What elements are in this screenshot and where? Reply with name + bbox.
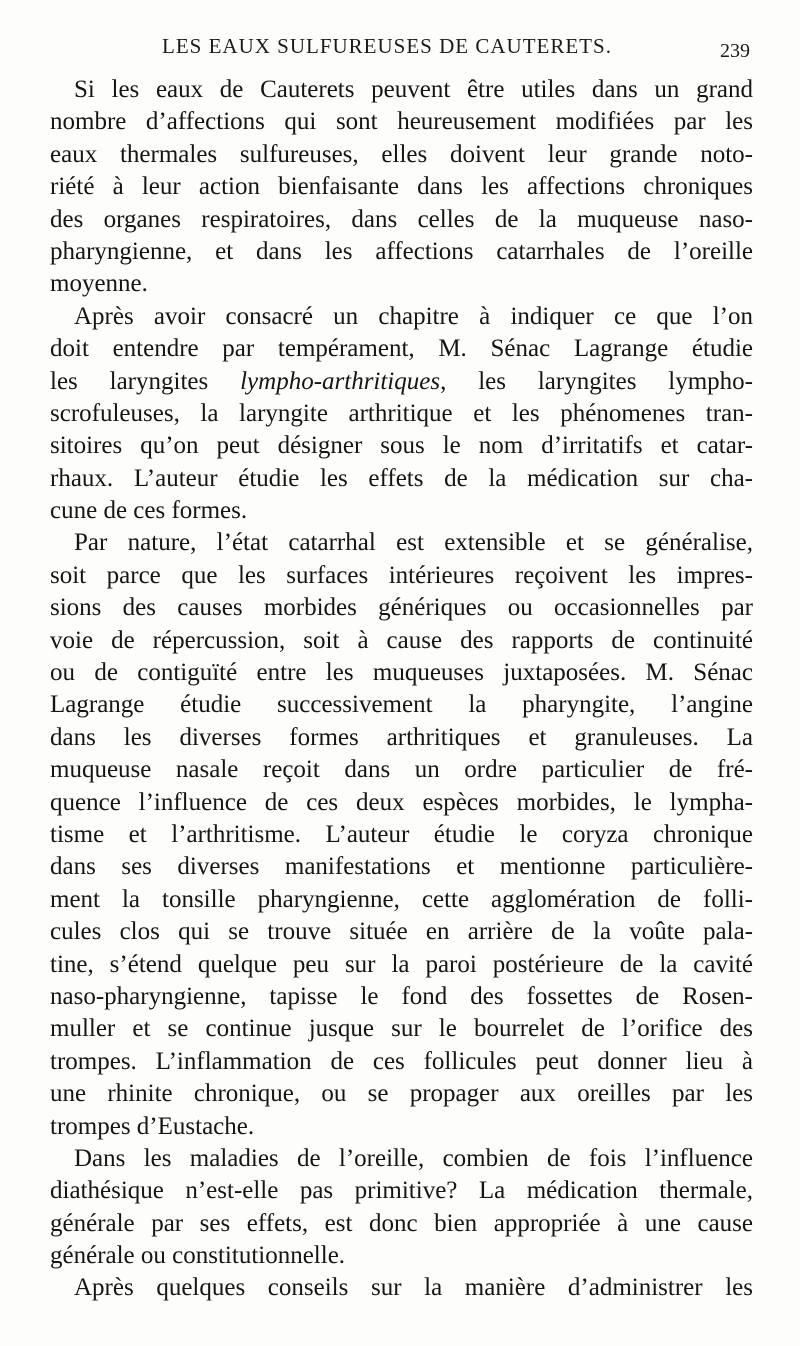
text-line: moyenne. bbox=[50, 270, 148, 298]
text-line: tine, s’étend quelque peu sur la paroi postérieure de la cavité bbox=[50, 950, 753, 978]
text-line: muller et se continue jusque sur le bourrelet de l’orifice des bbox=[50, 1015, 753, 1043]
text-line: riété à leur action bienfaisante dans les affections chroniques bbox=[50, 173, 753, 201]
text-line: scrofuleuses, la laryngite arthritique et les phénomenes tran- bbox=[50, 399, 753, 427]
text-line: Après quelques conseils sur la manière d’administrer les bbox=[74, 1274, 753, 1302]
text-line: trompes d’Eustache. bbox=[50, 1112, 255, 1140]
text-line: doit entendre par tempérament, M. Sénac Lagrange étudie bbox=[50, 335, 753, 363]
text-line: générale par ses effets, est donc bien appropriée à une cause bbox=[50, 1209, 753, 1237]
text-line: naso-pharyngienne, tapisse le fond des fossettes de Rosen- bbox=[50, 982, 753, 1010]
text-line: nombre d’affections qui sont heureusement modifiées par les bbox=[50, 108, 753, 136]
text-line: ment la tonsille pharyngienne, cette agglomération de folli- bbox=[50, 885, 753, 913]
text-line: cules clos qui se trouve située en arrière de la voûte pala- bbox=[50, 918, 753, 946]
text-line: sitoires qu’on peut désigner sous le nom d’irritatifs et catar- bbox=[50, 432, 753, 460]
text-line: soit parce que les surfaces intérieures reçoivent les impres- bbox=[50, 561, 753, 589]
text-line: des organes respiratoires, dans celles de la muqueuse naso- bbox=[50, 205, 753, 233]
text-line: sions des causes morbides génériques ou occasionnelles par bbox=[50, 594, 753, 622]
text-line: tisme et l’arthritisme. L’auteur étudie le coryza chronique bbox=[50, 820, 753, 848]
body-text bbox=[50, 74, 753, 1305]
text-line: eaux thermales sulfureuses, elles doivent leur grande noto- bbox=[50, 140, 753, 168]
text-line: cune de ces formes. bbox=[50, 497, 248, 525]
text-line: pharyngienne, et dans les affections catarrhales de l’oreille bbox=[50, 237, 753, 265]
text-line: les laryngites lympho-arthritiques, les laryngites lympho- bbox=[50, 367, 754, 395]
text-line: Après avoir consacré un chapitre à indiquer ce que l’on bbox=[74, 302, 753, 330]
text-line: Lagrange étudie successivement la pharyngite, l’angine bbox=[50, 691, 753, 719]
text-line: diathésique n’est-elle pas primitive? La médication thermale, bbox=[50, 1177, 753, 1205]
emphasized-term: lympho-arthritiques bbox=[240, 367, 441, 395]
page-header bbox=[0, 34, 800, 64]
text-line: muqueuse nasale reçoit dans un ordre particulier de fré- bbox=[50, 756, 753, 784]
text-line: rhaux. L’auteur étudie les effets de la médication sur cha- bbox=[50, 464, 753, 492]
text-line: Dans les maladies de l’oreille, combien de fois l’influence bbox=[74, 1144, 753, 1172]
text-line: ou de contiguïté entre les muqueuses juxtaposées. M. Sénac bbox=[50, 659, 753, 687]
text-line: une rhinite chronique, ou se propager aux oreilles par les bbox=[50, 1080, 753, 1108]
running-title: LES EAUX SULFUREUSES DE CAUTERETS. bbox=[162, 34, 612, 58]
text-line: Par nature, l’état catarrhal est extensible et se généralise, bbox=[74, 529, 753, 557]
text-line: trompes. L’inflammation de ces follicules peut donner lieu à bbox=[50, 1047, 753, 1075]
text-line: Si les eaux de Cauterets peuvent être utiles dans un grand bbox=[74, 76, 753, 103]
text-line: générale ou constitutionnelle. bbox=[50, 1242, 346, 1270]
page-number: 239 bbox=[720, 40, 750, 62]
text-line: quence l’influence de ces deux espèces morbides, le lympha- bbox=[50, 788, 753, 816]
text-line: dans les diverses formes arthritiques et granuleuses. La bbox=[50, 723, 753, 751]
text-line: dans ses diverses manifestations et mentionne particulière- bbox=[50, 853, 753, 881]
text-line: voie de répercussion, soit à cause des rapports de continuité bbox=[50, 626, 753, 654]
